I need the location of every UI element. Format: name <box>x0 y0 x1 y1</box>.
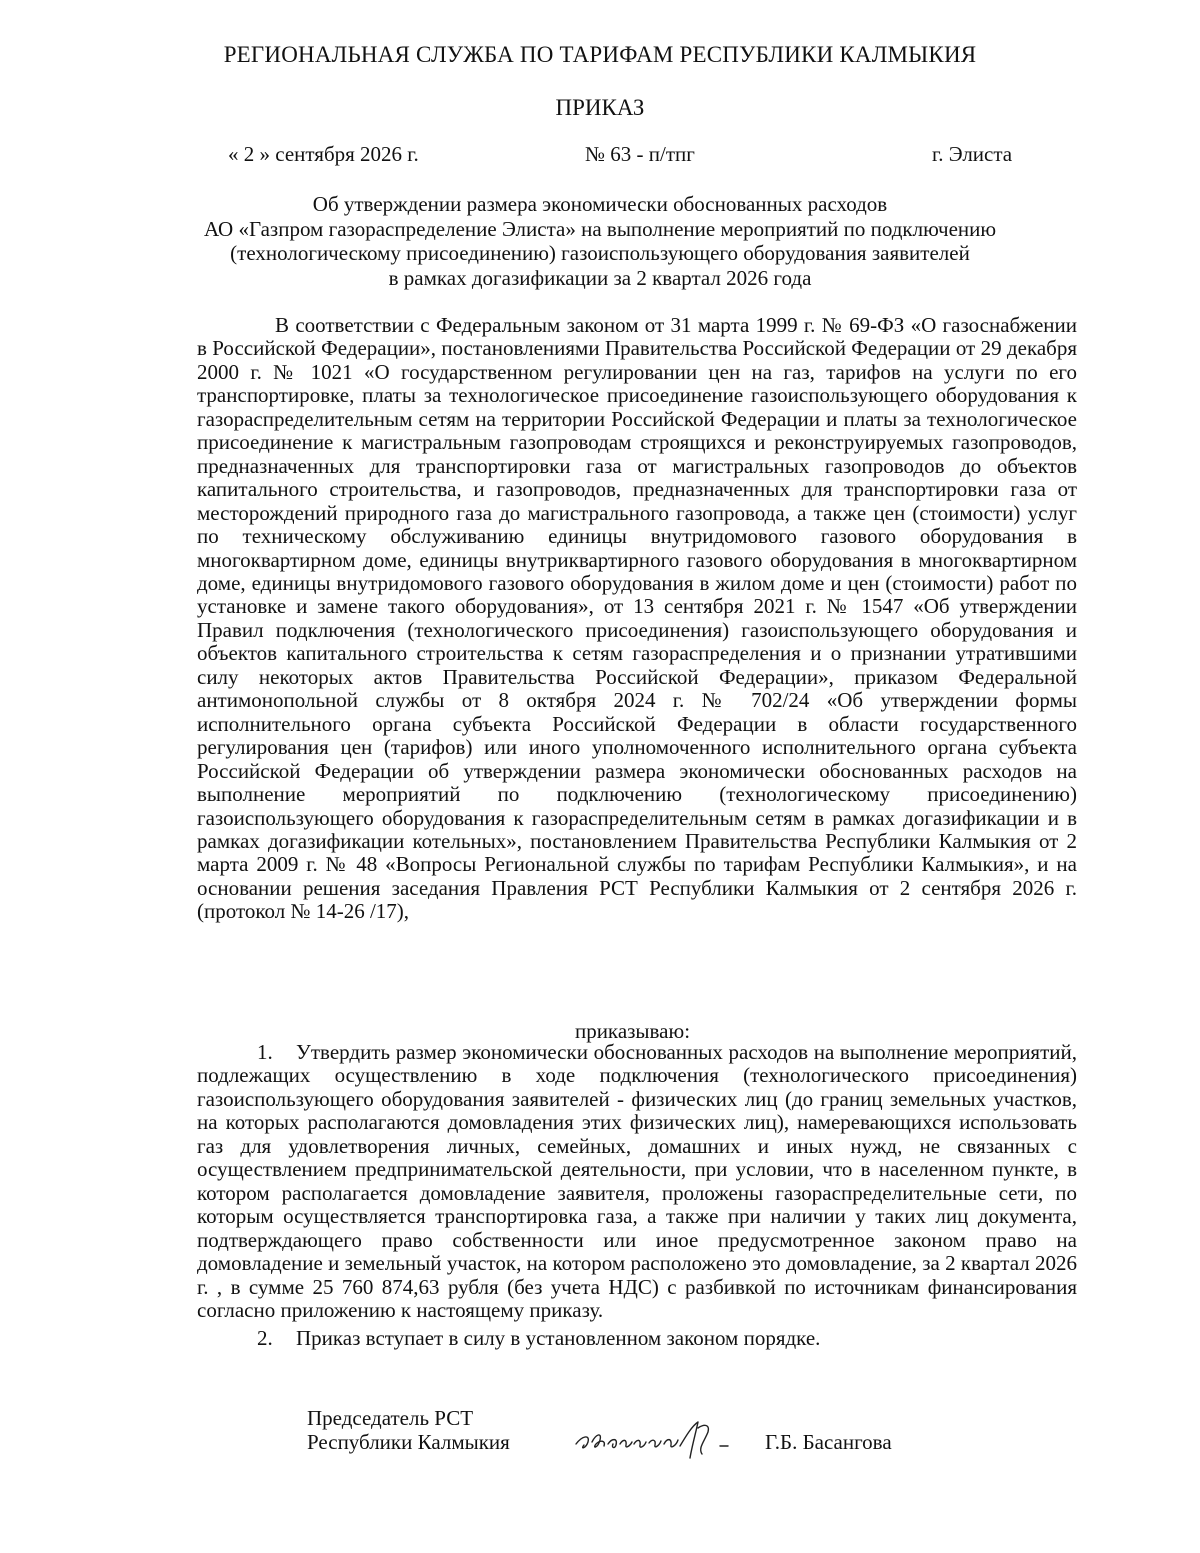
document-date: « 2 » сентября 2026 г. <box>228 142 419 166</box>
item-number: 2. <box>257 1326 273 1350</box>
title-line: в рамках догазификации за 2 квартал 2026 года <box>388 265 812 290</box>
signer-position-line: Республики Калмыкия <box>307 1430 510 1454</box>
signer-name: Г.Б. Басангова <box>765 1430 892 1454</box>
decree-word: приказываю: <box>574 1019 691 1043</box>
title-line: (технологическому присоединению) газоиспользующего оборудования заявителей <box>230 241 970 265</box>
handwritten-signature <box>570 1418 755 1466</box>
document-type: ПРИКАЗ <box>555 95 645 120</box>
order-item-2 <box>197 1327 1077 1350</box>
preamble-paragraph: В соответствии с Федеральным законом от 31 марта 1999 г. № 69-ФЗ «О газоснабжении в Российской Федерации», постановлениями Правительства Российской Федерации от 29 декабря 2000 г. № 1021 «О государственном регулировании цен на газ, тарифов на услуги по его транспортировке, платы за технологическое присоединение газоиспользующего оборудования к газораспределительным сетям на территории Российской Федерации и платы за технологическое присоединение к магистральным газопроводам строящихся и реконструируемых газопроводов, предназначенных для транспортировки газа от магистральных газопроводов до объектов капитального строительства, и газопроводов, предназначенных для транспортировки газа от месторождений природного газа до магистрального газопровода, а также цен (стоимости) услуг по техническому обслуживанию единицы внутридомового газового оборудования в многоквартирном доме, единицы внутриквартирного газового оборудования в многоквартирном доме, единицы внутридомового газового оборудования в жилом доме и цен (стоимости) работ по установке и замене такого оборудования», от 13 сентября 2021 г. № 1547 «Об утверждении Правил подключения (технологического присоединения) газоиспользующего оборудования и объектов капитального строительства к сетям газораспределения и о признании утратившими силу некоторых актов Правительства Российской Федерации», приказом Федеральной антимонопольной службы от 8 октября 2024 г. № 702/24 «Об утверждении формы исполнительного органа субъекта Российской Федерации в области государственного регулирования цен (тарифов) или иного уполномоченного исполнительного органа субъекта Российской Федерации об утверждении размера экономически обоснованных расходов на выполнение мероприятий по подключению (технологическому присоединению) газоиспользующего оборудования к газораспределительным сетям в рамках догазификации и в рамках догазификации котельных», постановлением Правительства Республики Калмыкия от 2 марта 2009 г. № 48 «Вопросы Региональной службы по тарифам Республики Калмыкия», и на основании решения заседания Правления РСТ Республики Калмыкия от 2 сентября 2026 г. (протокол № 14-26 /17), <box>197 313 1077 924</box>
title-line: АО «Газпром газораспределение Элиста» на выполнение мероприятий по подключению <box>203 216 997 241</box>
item-text: Утвердить размер экономически обоснованных расходов на выполнение мероприятий, подлежащих осуществлению в ходе подключения (технологического присоединения) газоиспользующего оборудования заявителей - физических лиц (до границ земельных участков, на которых располагаются домовладения этих физических лиц), намеревающихся использовать газ для удовлетворения личных, семейных, домашних и иных нужд, не связанных с осуществлением предпринимательской деятельности, при условии, что в населенном пункте, в котором располагается домовладение заявителя, проложены газораспределительные сети, по которым осуществляется транспортировка газа, а также при наличии у таких лиц документа, подтверждающего право собственности или иное предусмотренное законом право на домовладение и земельный участок, на котором расположено это домовладение, за 2 квартал 2026 г. , в сумме 25 760 874,63 рубля (без учета НДС) с разбивкой по источникам финансирования согласно приложению к настоящему приказу. <box>197 1040 1077 1322</box>
organization-name: РЕГИОНАЛЬНАЯ СЛУЖБА ПО ТАРИФАМ РЕСПУБЛИКИ КАЛМЫКИЯ <box>223 42 977 67</box>
signer-position-line: Председатель РСТ <box>307 1406 474 1430</box>
title-line: Об утверждении размера экономически обоснованных расходов <box>312 192 888 216</box>
signer-position <box>307 1406 510 1454</box>
document-title <box>160 192 1040 290</box>
document-number: № 63 - п/тпг <box>585 142 695 166</box>
item-text: Приказ вступает в силу в установленном законом порядке. <box>296 1326 821 1350</box>
item-number: 1. <box>257 1040 273 1064</box>
document-city: г. Элиста <box>932 142 1013 166</box>
order-item-1 <box>197 1041 1077 1322</box>
